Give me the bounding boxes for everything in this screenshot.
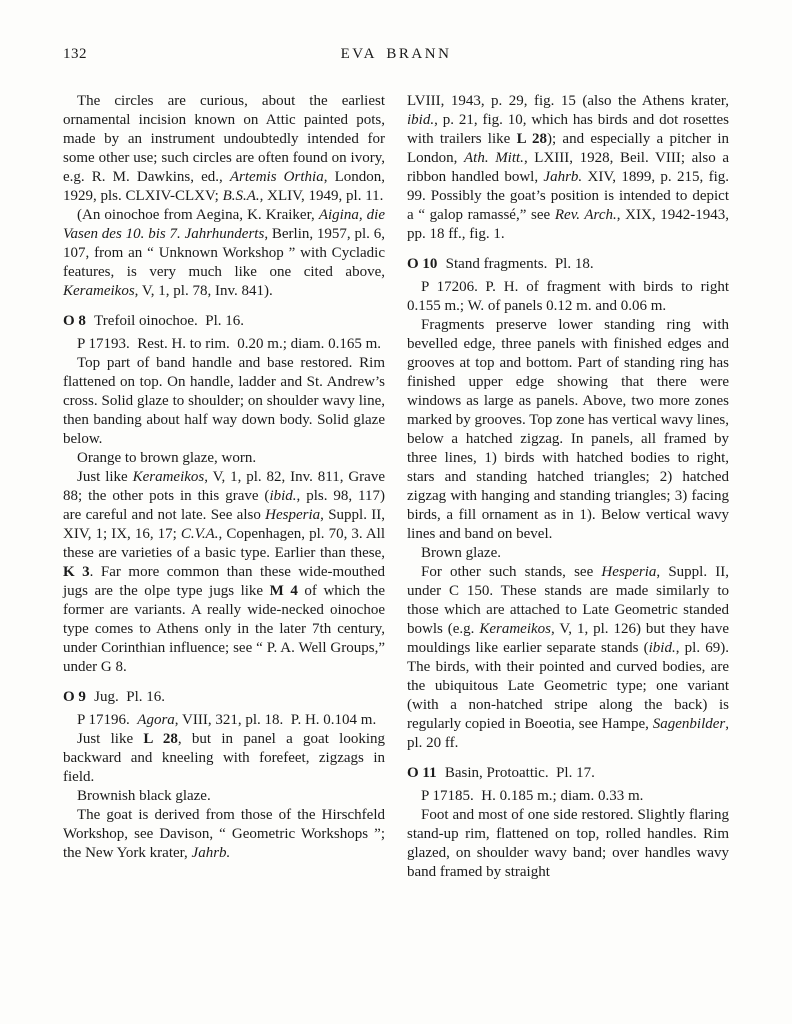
text-run: , Suppl. II, under C 150. These stands are made similarly to those which are attached to Late Geometric standed bowls (e.g. [407, 564, 729, 637]
text-run: XIV, 1899, p. 215, fig. 99. Possibly the goat’s position is intended to depict a “ galop ramassé,” see [407, 169, 730, 223]
text-run: The goat is derived from those of the Hirschfeld Workshop, see Davison, “ Geometric Workshops ”; the New York krater, [63, 807, 385, 861]
paragraph [407, 563, 729, 753]
text-run: Stand fragments. Pl. 18. [445, 256, 594, 272]
italic-text: Hesperia [265, 507, 321, 523]
bold-catalog-ref: M 4 [269, 583, 298, 599]
page-header [63, 46, 729, 68]
italic-text: Agora [137, 712, 175, 728]
text-run: , pls. 98, 117) are careful and not late. See also [63, 488, 385, 523]
italic-text: Jahrb. [191, 845, 231, 861]
paragraph [407, 787, 729, 806]
italic-text: Kerameikos [132, 469, 205, 485]
text-run: , but in panel a goat looking backward and kneeling with forefeet, zigzags in field. [63, 731, 385, 785]
text-run: , VIII, 321, pl. 18. P. H. 0.104 m. [174, 712, 377, 728]
paragraph [407, 806, 729, 882]
italic-text: Kerameikos [63, 283, 135, 299]
italic-text: ibid. [269, 488, 297, 504]
italic-text: C.V.A. [180, 526, 219, 542]
entry-heading [407, 764, 729, 783]
paragraph [407, 316, 729, 544]
italic-text: ibid. [407, 112, 435, 128]
paragraph [63, 206, 385, 301]
italic-text: Rev. Arch. [554, 207, 617, 223]
text-run: Fragments preserve lower standing ring with bevelled edge, three panels with finished edges and grooves at top and bottom. Part of standing ring has finished upper edge showing that there were windows as large as panels. Above, two more zones marked by grooves. Top zone has vertical wavy lines, below a hatched zigzag. In panels, all framed by three lines, 1) birds with hatched bodies to right, stars and standing hatched triangles; 2) hatched zigzag with hanging and standing triangles; 3) facing birds, a fill ornament as in 1). Below vertical wavy lines and band on bevel. [407, 317, 729, 542]
text-run: of which the former are variants. A really wide-necked oinochoe type comes to Athens only in the later 7th century, under Corinthian influence; see “ P. A. Well Groups,” under G 8. [63, 583, 385, 675]
text-run: Basin, Protoattic. Pl. 17. [444, 765, 595, 781]
entry-number: O 9 [63, 689, 86, 705]
entry-number: O 8 [63, 313, 86, 329]
entry-heading [407, 255, 729, 274]
text-run: Orange to brown glaze, worn. [77, 450, 257, 466]
column-left [63, 92, 385, 882]
text-run: P 17196. [77, 712, 138, 728]
entry-number: O 10 [407, 256, 438, 272]
text-run: P 17185. H. 0.185 m.; diam. 0.33 m. [421, 788, 644, 804]
text-run: (An oinochoe from Aegina, K. Kraiker, [77, 207, 319, 223]
italic-text: Aigina, die Vasen des 10. bis 7. Jahrhunderts [63, 207, 385, 242]
paragraph [63, 787, 385, 806]
text-run: , V, 1, pl. 78, Inv. 841). [134, 283, 273, 299]
text-run: , Copenhagen, pl. 70, 3. All these are varieties of a basic type. Earlier than these, [63, 526, 385, 561]
bold-catalog-ref: L 28 [143, 731, 178, 747]
text-run: Jug. Pl. 16. [94, 689, 166, 705]
text-run: LVIII, 1943, p. 29, fig. 15 (also the Athens krater, [407, 93, 729, 109]
running-header: EVA BRANN [340, 46, 452, 62]
entry-heading [63, 688, 385, 707]
paragraph [63, 806, 385, 863]
text-run: , LXIII, 1928, Beil. VIII; also a ribbon handled bowl, [407, 150, 730, 185]
text-run: , V, 1, pl. 82, Inv. 811, Grave 88; the other pots in this grave ( [63, 469, 385, 504]
paragraph [407, 278, 729, 316]
text-run: , p. 21, fig. 10, which has birds and dot rosettes with trailers like [407, 112, 729, 147]
text-run: , pl. 69). The birds, with their pointed and curved bodies, are the ubiquitous Late Geometric type; one variant (with a non-hatched stripe along the back) is regularly copied in Boeotia, see Hampe, [407, 640, 729, 732]
text-run: , Suppl. II, XIV, 1; IX, 16, 17; [63, 507, 386, 542]
paragraph [63, 468, 385, 677]
paragraph [407, 544, 729, 563]
text-run: P 17206. P. H. of fragment with birds to right 0.155 m.; W. of panels 0.12 m. and 0.06 m. [407, 279, 729, 314]
bold-catalog-ref: L 28 [516, 131, 547, 147]
text-run: , XIX, 1942-1943, pp. 18 ff., fig. 1. [407, 207, 729, 242]
paragraph [63, 711, 385, 730]
text-run: P 17193. Rest. H. to rim. 0.20 m.; diam. 0.165 m. [77, 336, 382, 352]
text-columns [63, 92, 729, 882]
entry-number: O 11 [407, 765, 437, 781]
text-run: Just like [77, 731, 144, 747]
text-run: , London, 1929, pls. CLXIV-CLXV; [63, 169, 385, 204]
italic-text: Ath. Mitt. [464, 150, 524, 166]
text-run: Top part of band handle and base restored. Rim flattened on top. On handle, ladder and St. Andrew’s cross. Solid glaze to shoulder; on shoulder wavy line, then banding about half way down body. Solid glaze below. [63, 355, 385, 447]
column-right [407, 92, 729, 882]
text-run: . Far more common than these wide-mouthed jugs are the olpe type jugs like [63, 564, 385, 599]
italic-text: ibid. [648, 640, 676, 656]
text-run: , V, 1, pl. 126) but they have mouldings like earlier separate stands ( [407, 621, 729, 656]
italic-text: Jahrb. [543, 169, 583, 185]
paragraph [63, 354, 385, 449]
paragraph [63, 449, 385, 468]
paragraph [407, 92, 729, 244]
text-run: Just like [77, 469, 133, 485]
page-number: 132 [63, 46, 87, 62]
paragraph [63, 730, 385, 787]
text-run: For other such stands, see [421, 564, 602, 580]
text-run: The circles are curious, about the earliest ornamental incision known on Attic painted pots, made by an instrument undoubtedly intended for some other use; such circles are often found on ivory, e.g. R. M. Dawkins, ed., [63, 93, 385, 185]
italic-text: Sagenbilder [652, 716, 726, 732]
italic-text: Hesperia [601, 564, 657, 580]
text-run: Brownish black glaze. [77, 788, 211, 804]
text-run: Foot and most of one side restored. Slightly flaring stand-up rim, flattened on top, rolled handles. Rim glazed, on shoulder wavy band; over handles wavy band framed by straight [407, 807, 729, 880]
italic-text: Kerameikos [479, 621, 551, 637]
text-run: Trefoil oinochoe. Pl. 16. [94, 313, 245, 329]
italic-text: B.S.A. [222, 188, 260, 204]
paragraph [63, 335, 385, 354]
paragraph [63, 92, 385, 206]
bold-catalog-ref: K 3 [63, 564, 90, 580]
text-run: , pl. 20 ff. [407, 716, 729, 751]
italic-text: Artemis Orthia [229, 169, 324, 185]
text-run: Brown glaze. [421, 545, 501, 561]
text-run: ); and especially a pitcher in London, [407, 131, 730, 166]
text-run: , XLIV, 1949, pl. 11. [259, 188, 384, 204]
text-run: , Berlin, 1957, pl. 6, 107, from an “ Unknown Workshop ” with Cycladic features, is very much like one cited above, [63, 226, 385, 280]
entry-heading [63, 312, 385, 331]
